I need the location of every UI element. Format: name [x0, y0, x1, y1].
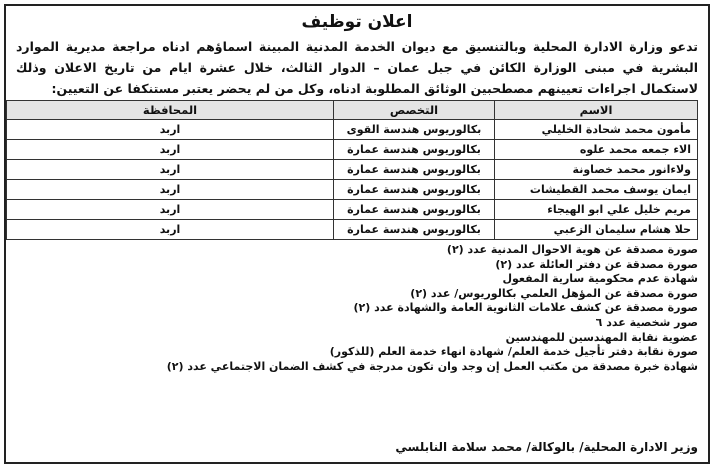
job-advertisement	[4, 4, 710, 464]
required-documents-list	[16, 243, 698, 374]
list-item: عضوية نقابة المهندسين للمهندسين	[505, 330, 698, 344]
candidate-specialty: بكالوريوس هندسة عمارة	[334, 140, 495, 160]
candidate-governorate: اربد	[7, 140, 334, 160]
table-row	[7, 220, 698, 240]
candidate-governorate: اربد	[7, 120, 334, 140]
table-row	[7, 160, 698, 180]
candidate-specialty: بكالوريوس هندسة القوى	[334, 120, 495, 140]
candidate-name: مأمون محمد شحادة الخليلي	[495, 120, 698, 140]
candidate-name: الاء جمعه محمد علوه	[495, 140, 698, 160]
table-row	[7, 200, 698, 220]
ad-title: اعلان توظيف	[301, 12, 413, 32]
candidate-name: حلا هشام سليمان الزعبي	[495, 220, 698, 240]
candidate-specialty: بكالوريوس هندسة عمارة	[334, 200, 495, 220]
candidate-governorate: اربد	[7, 220, 334, 240]
list-item: صورة مصدقة عن كشف علامات الثانوية العامة والشهادة عدد (٢)	[353, 301, 698, 315]
candidate-name: ولاءانور محمد خصاونة	[495, 160, 698, 180]
candidate-governorate: اربد	[7, 200, 334, 220]
candidates-table	[6, 100, 698, 240]
table-row	[7, 140, 698, 160]
candidate-governorate: اربد	[7, 160, 334, 180]
list-item: شهادة خبرة مصدقة من مكتب العمل إن وجد وان تكون مدرجة في كشف الضمان الاجتماعي عدد (٢)	[166, 359, 698, 373]
candidate-name: ايمان يوسف محمد القطيشات	[495, 180, 698, 200]
list-item: صور شخصية عدد ٦	[595, 315, 698, 329]
list-item: صورة مصدقة عن هوية الاحوال المدنية عدد (٢)	[446, 243, 698, 256]
table-row	[7, 120, 698, 140]
list-item: صورة مصدقة عن المؤهل العلمي بكالوريوس/ عدد (٢)	[410, 286, 698, 300]
table-row	[7, 180, 698, 200]
candidate-governorate: اربد	[7, 180, 334, 200]
header-specialty: التخصص	[334, 101, 495, 120]
table-header-row	[7, 101, 698, 120]
intro-paragraph: تدعو وزارة الادارة المحلية وبالتنسيق مع ديوان الخدمة المدنية المبينة اسماؤهم ادناه مراجعة مديرية الموارد البشرية في مبنى الوزارة الكائن في جبل عمان – الدوار الثالث، خلال عشرة ايام من تاريخ الاعلان وذلك لاستكمال اجراءات تعيينهم مصطحبين الوثائق المطلوبة ادناه، وكل من لم يحضر يعتبر مستنكفا عن التعيين:	[16, 39, 698, 96]
header-name: الاسم	[495, 101, 698, 120]
list-item: صورة مصدقة عن دفتر العائلة عدد (٢)	[495, 257, 698, 271]
list-item: شهادة عدم محكومية سارية المفعول	[502, 272, 698, 286]
list-item: صورة نقابة دفتر تأجيل خدمة العلم/ شهادة انهاء خدمة العلم (للذكور)	[329, 345, 698, 359]
header-governorate: المحافظة	[7, 101, 334, 120]
candidate-specialty: بكالوريوس هندسة عمارة	[334, 180, 495, 200]
candidate-name: مريم خليل علي ابو الهيجاء	[495, 200, 698, 220]
candidate-specialty: بكالوريوس هندسة عمارة	[334, 160, 495, 180]
signature-line: وزير الادارة المحلية/ بالوكالة/ محمد سلامة النابلسي	[395, 440, 698, 454]
candidate-specialty: بكالوريوس هندسة عمارة	[334, 220, 495, 240]
